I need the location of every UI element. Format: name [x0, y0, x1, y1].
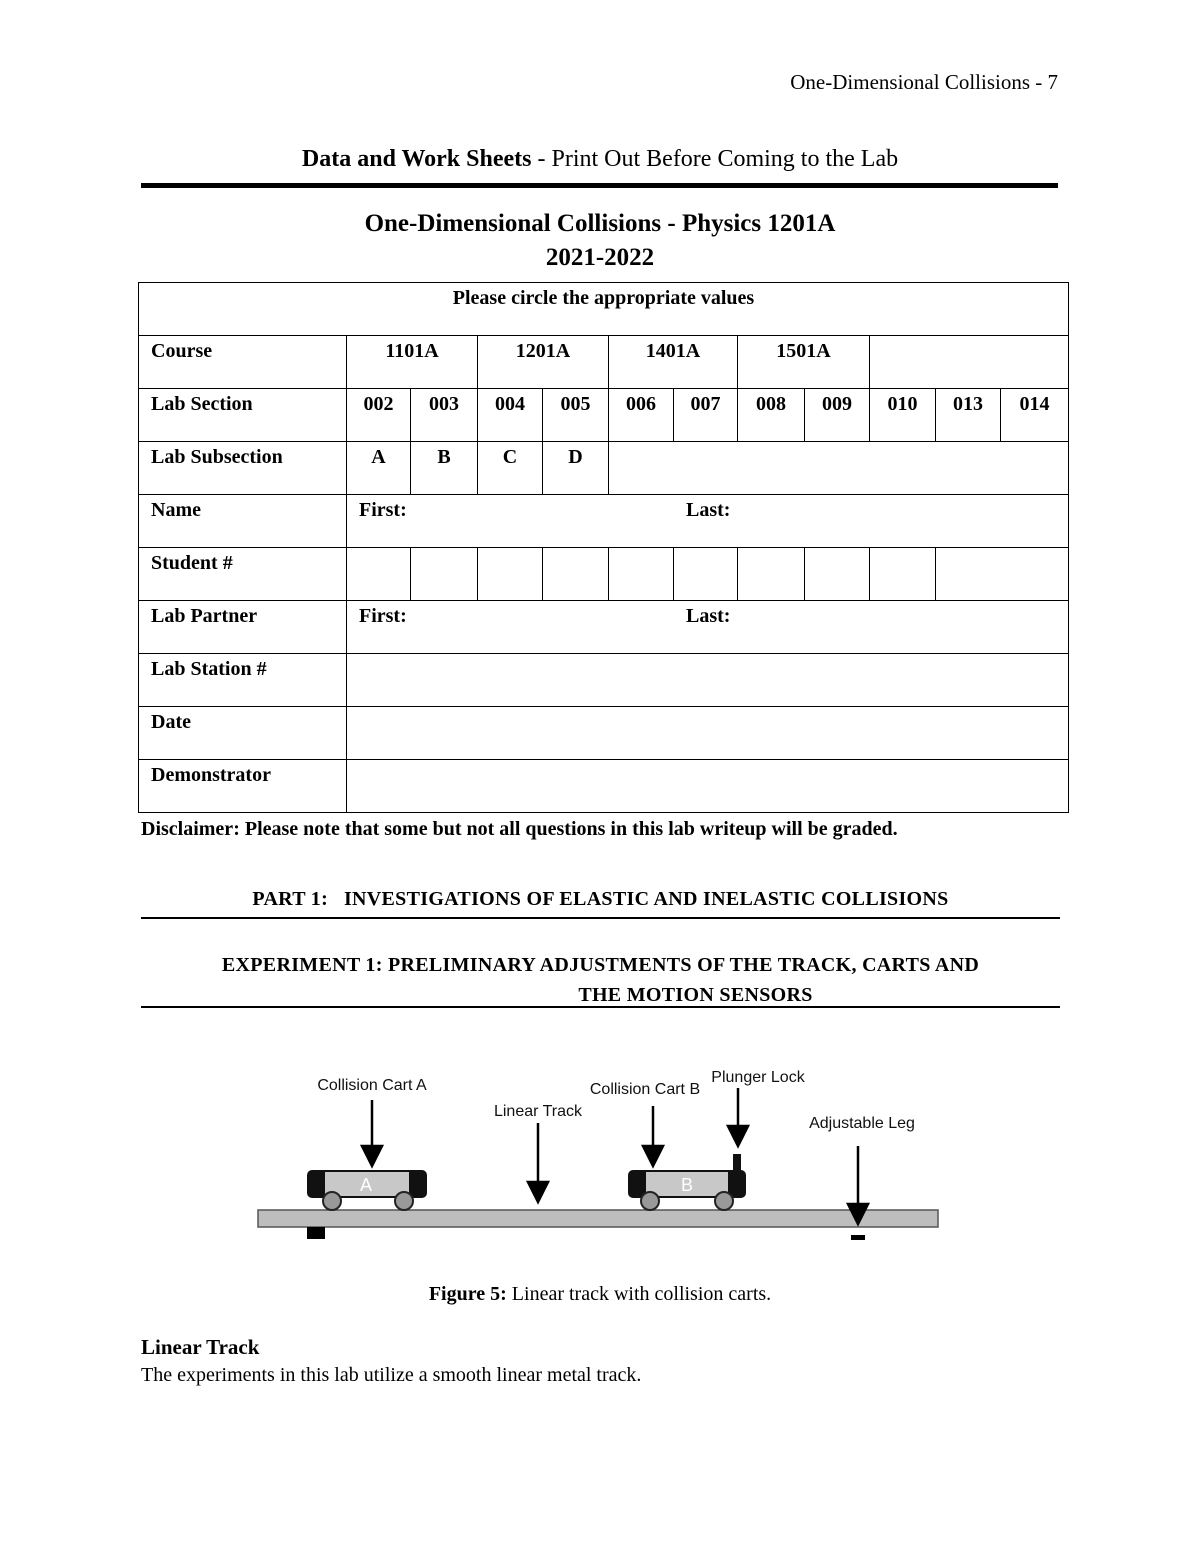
subsection-label: Lab Subsection [139, 442, 347, 495]
experiment1-rule [141, 1006, 1060, 1008]
section-option[interactable]: 006 [609, 389, 674, 442]
part1-heading: PART 1: INVESTIGATIONS OF ELASTIC AND INELASTIC COLLISIONS [252, 888, 949, 910]
student-digit-box[interactable] [478, 548, 543, 601]
track-figure [250, 1058, 950, 1248]
registration-form-table [138, 282, 1069, 813]
partner-first-label: First: [359, 605, 407, 627]
form-title: One-Dimensional Collisions - Physics 1201A [364, 210, 836, 237]
station-field[interactable] [347, 654, 1069, 707]
experiment1-line2: THE MOTION SENSORS [578, 984, 813, 1006]
linear-track-heading: Linear Track [141, 1335, 260, 1359]
subsection-option[interactable]: A [347, 442, 411, 495]
section-option[interactable]: 014 [1001, 389, 1069, 442]
section-option[interactable]: 007 [674, 389, 738, 442]
section-option[interactable]: 013 [936, 389, 1001, 442]
disclaimer: Disclaimer: Please note that some but not all questions in this lab writeup will be graded. [141, 818, 898, 840]
student-digit-box[interactable] [738, 548, 805, 601]
name-last-label: Last: [686, 499, 731, 521]
date-field[interactable] [347, 707, 1069, 760]
title-rule [141, 183, 1058, 188]
student-digit-box[interactable] [543, 548, 609, 601]
left-foot [307, 1227, 325, 1239]
student-digit-box[interactable] [347, 548, 411, 601]
adjustable-leg-foot [851, 1235, 865, 1240]
running-head: One-Dimensional Collisions - 7 [790, 70, 1058, 94]
student-digit-box[interactable] [805, 548, 870, 601]
section-option[interactable]: 009 [805, 389, 870, 442]
section-option[interactable]: 004 [478, 389, 543, 442]
course-option[interactable]: 1201A [478, 336, 609, 389]
course-label: Course [139, 336, 347, 389]
partner-field[interactable] [347, 601, 1069, 654]
demonstrator-field[interactable] [347, 760, 1069, 813]
section-title-rest: - Print Out Before Coming to the Lab [531, 146, 899, 172]
label-cart-a: Collision Cart A [317, 1077, 427, 1094]
cart-b-letter: B [680, 1175, 694, 1195]
figure-caption [0, 1283, 1200, 1306]
subsection-option[interactable]: B [411, 442, 478, 495]
cart-a [307, 1170, 427, 1210]
form-year: 2021-2022 [545, 244, 655, 271]
caption-rest: Linear track with collision carts. [506, 1283, 772, 1305]
subsection-option[interactable]: D [543, 442, 609, 495]
partner-label: Lab Partner [139, 601, 347, 654]
linear-track [258, 1210, 938, 1227]
cart-a-letter: A [359, 1175, 373, 1195]
station-label: Lab Station # [139, 654, 347, 707]
linear-track-body: The experiments in this lab utilize a smooth linear metal track. [141, 1364, 642, 1386]
demonstrator-label: Demonstrator [139, 760, 347, 813]
section-option[interactable]: 002 [347, 389, 411, 442]
experiment1-heading [141, 950, 1060, 1010]
section-title-bold: Data and Work Sheets [301, 146, 532, 172]
label-linear-track: Linear Track [493, 1103, 583, 1120]
experiment1-line1: EXPERIMENT 1: PRELIMINARY ADJUSTMENTS OF THE TRACK, CARTS AND [221, 954, 980, 976]
partner-last-label: Last: [686, 605, 731, 627]
name-label: Name [139, 495, 347, 548]
student-digit-box[interactable] [411, 548, 478, 601]
section-option[interactable]: 010 [870, 389, 936, 442]
subsection-blank [609, 442, 1069, 495]
section-label: Lab Section [139, 389, 347, 442]
caption-bold: Figure 5: [428, 1283, 507, 1305]
course-option[interactable]: 1401A [609, 336, 738, 389]
section-option[interactable]: 008 [738, 389, 805, 442]
date-label: Date [139, 707, 347, 760]
student-digit-box[interactable] [870, 548, 936, 601]
part1-rule [141, 917, 1060, 919]
section-option[interactable]: 003 [411, 389, 478, 442]
label-plunger-lock: Plunger Lock [711, 1069, 805, 1086]
name-first-label: First: [359, 499, 407, 521]
student-number-label: Student # [139, 548, 347, 601]
name-field[interactable] [347, 495, 1069, 548]
student-digit-box[interactable] [936, 548, 1069, 601]
label-adjustable-leg: Adjustable Leg [809, 1115, 915, 1132]
course-blank [870, 336, 1069, 389]
form-instruction: Please circle the appropriate values [139, 283, 1069, 336]
section-title [0, 146, 1200, 173]
section-option[interactable]: 005 [543, 389, 609, 442]
course-option[interactable]: 1501A [738, 336, 870, 389]
label-cart-b: Collision Cart B [589, 1081, 701, 1098]
cart-b [628, 1154, 746, 1210]
student-digit-box[interactable] [609, 548, 674, 601]
course-option[interactable]: 1101A [347, 336, 478, 389]
student-digit-box[interactable] [674, 548, 738, 601]
subsection-option[interactable]: C [478, 442, 543, 495]
